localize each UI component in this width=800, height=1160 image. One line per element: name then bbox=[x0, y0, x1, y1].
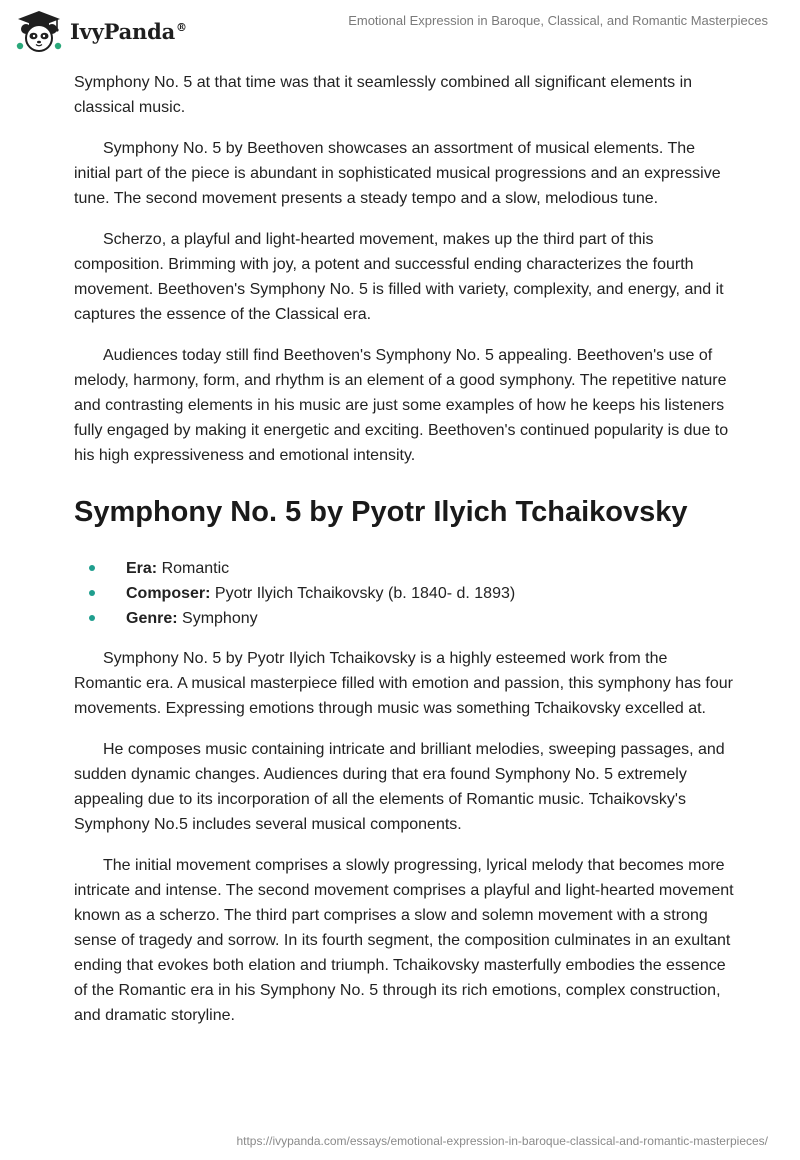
paragraph: Symphony No. 5 by Beethoven showcases an assortment of musical elements. The initial part of the piece is abundant in sophisticated musical progressions and an expressive tune. The second movement presents a steady tempo and a slow, melodious tune. bbox=[74, 140, 721, 207]
facts-list bbox=[74, 556, 734, 631]
fact-label: Genre: bbox=[126, 610, 178, 627]
ivypanda-logo[interactable] bbox=[14, 9, 187, 53]
fact-label: Era: bbox=[126, 560, 158, 577]
fact-value: Romantic bbox=[161, 560, 230, 577]
fact-genre bbox=[74, 606, 734, 631]
paragraph: Symphony No. 5 at that time was that it seamlessly combined all significant elements in classical music. bbox=[74, 74, 693, 116]
fact-era bbox=[74, 556, 734, 581]
paragraph: Scherzo, a playful and light-hearted movement, makes up the third part of this composition. Brimming with joy, a potent and successful ending characterizes the fourth movement. Beethoven's Symphony No. 5 is filled with variety, complexity, and energy, and it captures the essence of the Classical era. bbox=[74, 231, 724, 323]
fact-value: Pyotr Ilyich Tchaikovsky (b. 1840- d. 1893) bbox=[214, 585, 516, 602]
paragraph: Audiences today still find Beethoven's Symphony No. 5 appealing. Beethoven's use of melody, harmony, form, and rhythm is an element of a good symphony. The repetitive nature and contrasting elements in his music are just some examples of how he keeps his listeners fully engaged by making it energetic and exciting. Beethoven's continued popularity is due to his high expressiveness and emotional intensity. bbox=[74, 347, 729, 464]
section-heading: Symphony No. 5 by Pyotr Ilyich Tchaikovsky bbox=[74, 496, 688, 528]
paragraph: Symphony No. 5 by Pyotr Ilyich Tchaikovsky is a highly esteemed work from the Romantic era. A musical masterpiece filled with emotion and passion, this symphony has four movements. Expressing emotions through music was something Tchaikovsky excelled at. bbox=[74, 650, 733, 717]
logo-text: IvyPanda® bbox=[70, 18, 187, 44]
fact-label: Composer: bbox=[126, 585, 211, 602]
registered-mark: ® bbox=[176, 20, 187, 34]
page-header bbox=[0, 0, 800, 62]
fact-value: Symphony bbox=[182, 610, 258, 627]
document-title: Emotional Expression in Baroque, Classical, and Romantic Masterpieces bbox=[348, 13, 768, 28]
paragraph: He composes music containing intricate and brilliant melodies, sweeping passages, and sudden dynamic changes. Audiences during that era found Symphony No. 5 extremely appealing due to its incorporation of all the elements of Romantic music. Tchaikovsky's Symphony No.5 includes several musical components. bbox=[74, 741, 725, 833]
bullet-icon bbox=[89, 615, 95, 621]
essay-content bbox=[74, 70, 734, 1044]
bullet-icon bbox=[89, 590, 95, 596]
panda-graduate-icon bbox=[14, 9, 64, 53]
source-url[interactable]: https://ivypanda.com/essays/emotional-expression-in-baroque-classical-and-romantic-masterpieces/ bbox=[236, 1134, 768, 1148]
paragraph: The initial movement comprises a slowly progressing, lyrical melody that becomes more intricate and intense. The second movement comprises a playful and light-hearted movement known as a scherzo. The third part comprises a slow and solemn movement with a strong sense of tragedy and sorrow. In its fourth segment, the composition culminates in an exultant ending that evokes both elation and triumph. Tchaikovsky masterfully embodies the essence of the Romantic era in his Symphony No. 5 through its rich emotions, complex construction, and dramatic storyline. bbox=[74, 857, 734, 1024]
fact-composer bbox=[74, 581, 734, 606]
bullet-icon bbox=[89, 565, 95, 571]
